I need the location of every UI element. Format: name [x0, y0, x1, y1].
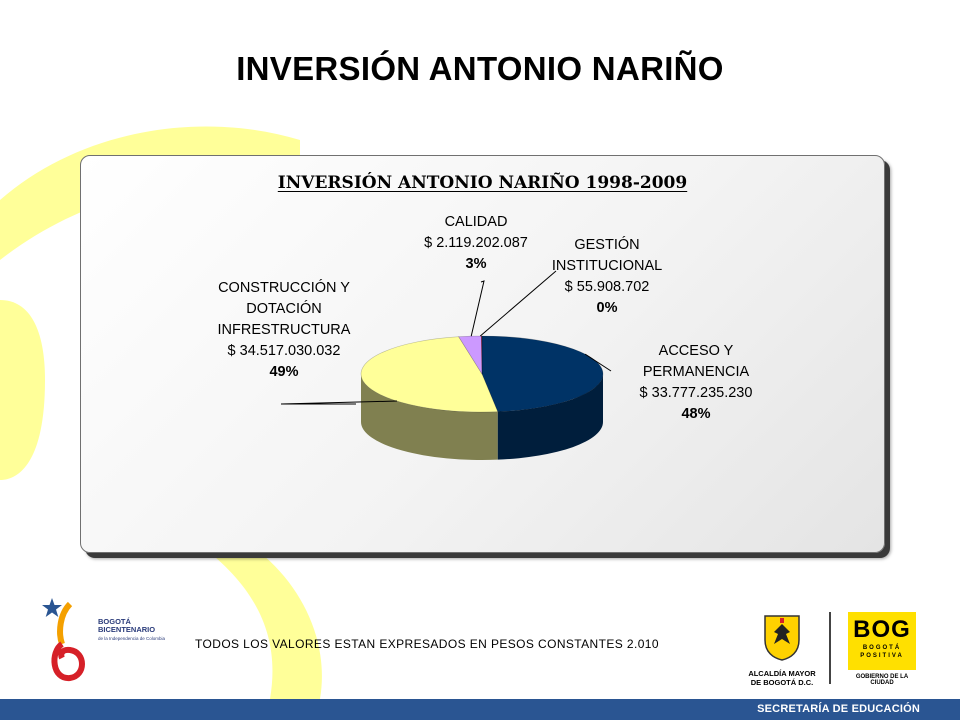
- bicentenario-line2: BICENTENARIO: [98, 625, 156, 634]
- bog-sub2: POSITIVA: [860, 653, 904, 659]
- label-gestion-percent: 0%: [596, 300, 618, 316]
- slice-label-gestion: [532, 235, 682, 319]
- label-calidad-name: CALIDAD: [444, 214, 508, 230]
- logo-divider: [829, 612, 831, 684]
- alcaldia-line2: DE BOGOTÁ D.C.: [750, 678, 814, 687]
- slice-label-calidad: [406, 212, 546, 275]
- bicentenario-swoosh: [0, 300, 45, 480]
- bog-sub: [848, 644, 916, 660]
- alcaldia-logo: [738, 612, 826, 688]
- label-construccion-name-2: DOTACIÓN: [246, 301, 322, 317]
- bog-box: [848, 612, 916, 670]
- bog-word: BOG: [853, 616, 911, 643]
- label-calidad-amount: $ 2.119.202.087: [424, 235, 528, 251]
- bicentenario-logo: [40, 592, 180, 687]
- footer-note: TODOS LOS VALORES ESTAN EXPRESADOS EN PESOS CONSTANTES 2.010: [195, 637, 659, 651]
- chart-title: INVERSIÓN ANTONIO NARIÑO 1998-2009: [277, 173, 688, 193]
- gobierno-text: GOBIERNO DE LA CIUDAD: [855, 674, 909, 686]
- bogota-positiva-logo: [848, 612, 920, 686]
- slice-label-acceso: [616, 341, 776, 425]
- bog-sub1: BOGOTÁ: [862, 645, 902, 651]
- label-acceso-name-1: ACCESO Y: [658, 343, 734, 359]
- label-construccion-percent: 49%: [269, 364, 299, 380]
- leader-calidad: [471, 281, 484, 336]
- label-gestion-amount: $ 55.908.702: [564, 279, 650, 295]
- bicentenario-text: [98, 618, 155, 634]
- label-calidad-percent: 3%: [465, 256, 487, 272]
- page-title: INVERSIÓN ANTONIO NARIÑO: [236, 50, 724, 87]
- bottom-bar: [0, 699, 960, 720]
- label-acceso-amount: $ 33.777.235.230: [639, 385, 753, 401]
- bicentenario-sub: de la Independencia de Colombia: [98, 636, 166, 641]
- alcaldia-line1: ALCALDÍA MAYOR: [748, 669, 816, 678]
- alcaldia-text: [738, 669, 826, 687]
- pie-top-faces: [361, 336, 603, 412]
- slice-label-construccion: [199, 278, 369, 383]
- bicentenario-emblem-icon: [40, 592, 100, 687]
- label-acceso-percent: 48%: [681, 406, 711, 422]
- coat-of-arms-icon: [757, 612, 807, 662]
- chart-panel: [80, 155, 885, 553]
- bicentenario-line1: BOGOTÁ: [98, 617, 131, 626]
- label-gestion-name-1: GESTIÓN: [574, 237, 640, 253]
- label-acceso-name-2: PERMANENCIA: [642, 364, 750, 380]
- label-construccion-name-3: INFRESTRUCTURA: [217, 322, 351, 338]
- label-construccion-amount: $ 34.517.030.032: [227, 343, 341, 359]
- bottom-bar-text: SECRETARÍA DE EDUCACIÓN: [757, 703, 920, 715]
- label-construccion-name-1: CONSTRUCCIÓN Y: [218, 280, 350, 296]
- label-gestion-name-2: INSTITUCIONAL: [551, 258, 663, 274]
- bicentenario-swoosh: [200, 545, 322, 699]
